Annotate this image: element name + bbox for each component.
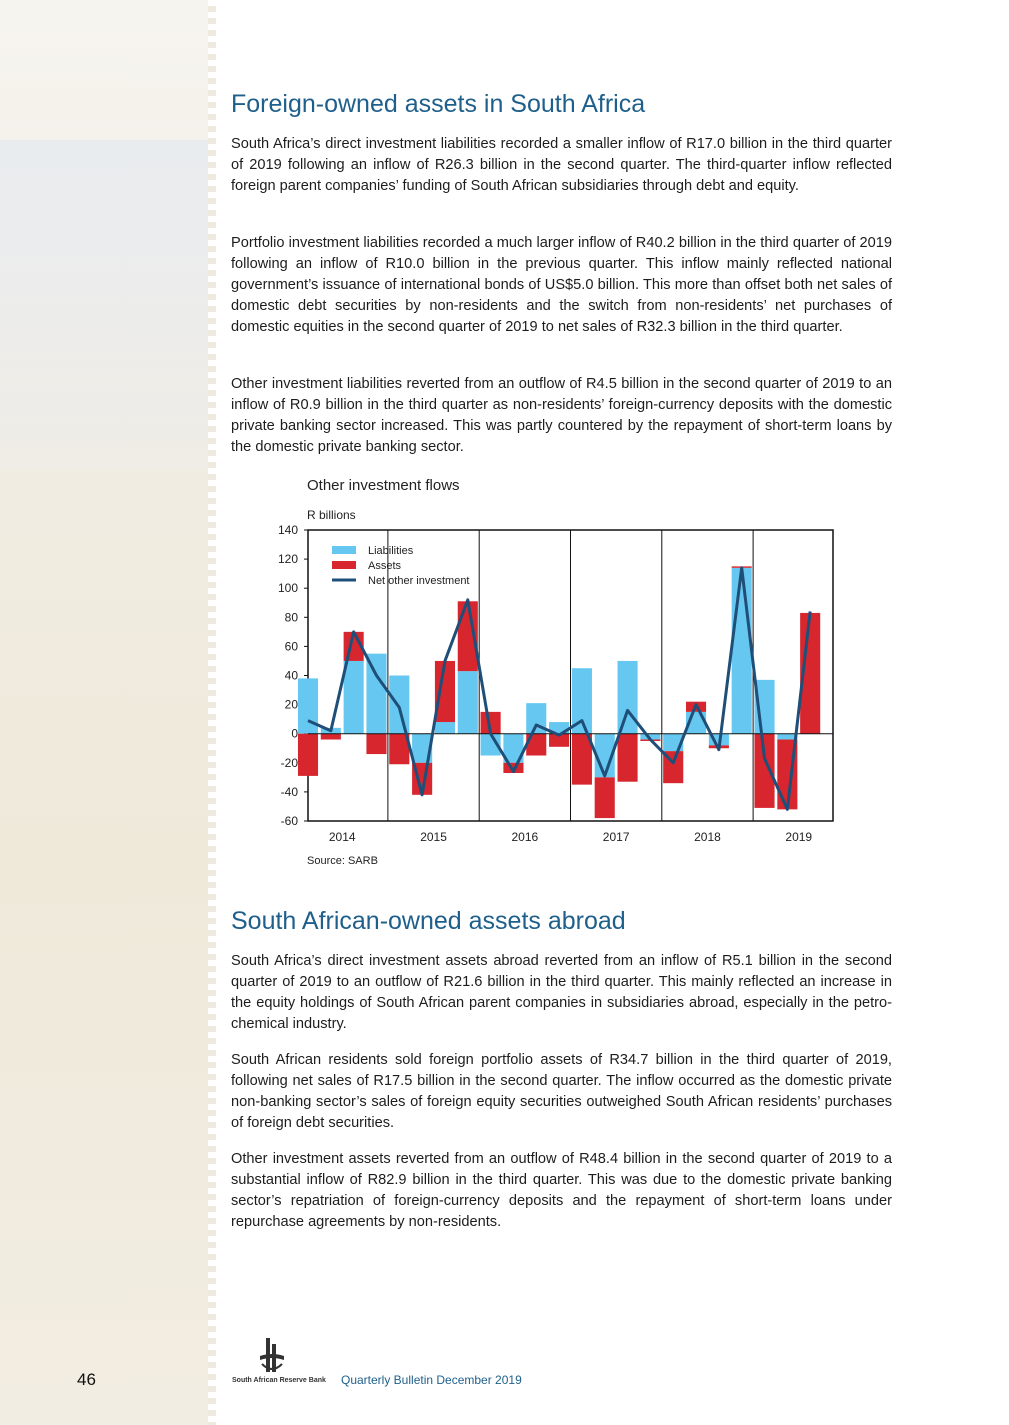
- margin-edge: [208, 0, 216, 1425]
- liabilities-bar: [366, 654, 386, 734]
- y-tick-label: 20: [284, 697, 298, 712]
- x-year-label: 2019: [785, 830, 813, 844]
- legend-label: Liabilities: [368, 545, 414, 557]
- paragraph: Other investment liabilities reverted from an outflow of R4.5 billion in the second quarter of 2019 to an inflow of R0.9 billion in the third quarter as non-residents’ foreign-currency deposits with the domestic private banking sector increased. This was partly countered by the repayment of short-term loans by the domestic private banking sector.: [231, 376, 892, 455]
- paragraph: Portfolio investment liabilities recorded a much larger inflow of R40.2 billion in the third quarter of 2019 following an inflow of R10.0 billion in the previous quarter. This inflow mainly reflected national government’s issuance of international bonds of US$5.0 billion. This more than offset both net sales of domestic debt securities by non-residents and the switch from non-residents’ net purchases of domestic equities in the second quarter of 2019 to net sales of R32.3 billion in the third quarter.: [231, 235, 892, 335]
- y-tick-label: 60: [284, 639, 298, 654]
- y-tick-label: 40: [284, 668, 298, 683]
- legend-label: Net other investment: [368, 575, 470, 587]
- x-year-label: 2016: [511, 830, 539, 844]
- y-tick-label: 100: [277, 581, 298, 596]
- paragraph: South African residents sold foreign portfolio assets of R34.7 billion in the third quarter of 2019, following net sales of R17.5 billion in the second quarter. The inflow occurred as the domestic private non-banking sector’s sales of foreign equity securities outweighed South African residents’ purchases of foreign debt securities.: [231, 1052, 892, 1131]
- page-number: 46: [77, 1370, 96, 1389]
- liabilities-bar: [389, 676, 409, 734]
- liabilities-bar: [458, 671, 478, 734]
- legend-swatch: [332, 561, 356, 569]
- y-tick-label: 0: [291, 726, 298, 741]
- assets-bar: [366, 734, 386, 754]
- y-tick-label: -60: [280, 814, 298, 828]
- chart-title: Other investment flows: [307, 477, 460, 494]
- chart-source: Source: SARB: [307, 855, 378, 867]
- liabilities-bar: [344, 661, 364, 734]
- margin-band: [0, 140, 212, 470]
- y-tick-label: 120: [277, 552, 298, 567]
- section-heading-sa-owned-abroad: South African-owned assets abroad: [231, 907, 626, 935]
- assets-bar: [321, 734, 341, 740]
- y-tick-label: 80: [284, 610, 298, 625]
- x-year-label: 2014: [328, 830, 356, 844]
- liabilities-bar: [732, 568, 752, 734]
- paragraph: South Africa’s direct investment assets abroad reverted from an inflow of R5.1 billion in the second quarter of 2019 to an outflow of R21.6 billion in the third quarter. This mainly reflected an increase in the equity holdings of South African parent companies in subsidiaries abroad, especially in the petro-chemical industry.: [231, 953, 892, 1032]
- assets-bar: [618, 734, 638, 782]
- other-investment-chart: [260, 520, 840, 850]
- sarb-logo-icon: [232, 1334, 352, 1394]
- paragraph: South Africa’s direct investment liabilities recorded a smaller inflow of R17.0 billion in the third quarter of 2019 following an inflow of R26.3 billion in the second quarter. The third-quarter inflow reflected foreign parent companies’ funding of South African subsidiaries through debt and equity.: [231, 136, 892, 194]
- x-year-label: 2017: [602, 830, 630, 844]
- publication-title: Quarterly Bulletin December 2019: [341, 1373, 522, 1387]
- assets-bar: [298, 734, 318, 776]
- liabilities-bar: [435, 722, 455, 734]
- y-tick-label: -40: [280, 784, 298, 799]
- liabilities-bar: [618, 661, 638, 734]
- legend-swatch: [332, 546, 356, 554]
- x-year-label: 2018: [694, 830, 721, 844]
- x-year-label: 2015: [420, 830, 447, 844]
- legend-label: Assets: [368, 560, 402, 572]
- assets-bar: [435, 661, 455, 722]
- paragraph: Other investment assets reverted from an outflow of R48.4 billion in the second quarter of 2019 to a substantial inflow of R82.9 billion in the third quarter. This was due to the domestic private banking sector’s repatriation of foreign-currency deposits and the repayment of short-term loans under repurchase agreements by non-residents.: [231, 1151, 892, 1230]
- decorative-margin: [0, 0, 212, 1425]
- chart-y-unit: R billions: [307, 508, 356, 522]
- y-tick-label: -20: [280, 755, 298, 770]
- y-tick-label: 140: [277, 523, 298, 537]
- section-heading-foreign-owned: Foreign-owned assets in South Africa: [231, 90, 646, 118]
- liabilities-bar: [298, 678, 318, 733]
- assets-bar: [595, 777, 615, 818]
- bank-name: South African Reserve Bank: [232, 1377, 326, 1384]
